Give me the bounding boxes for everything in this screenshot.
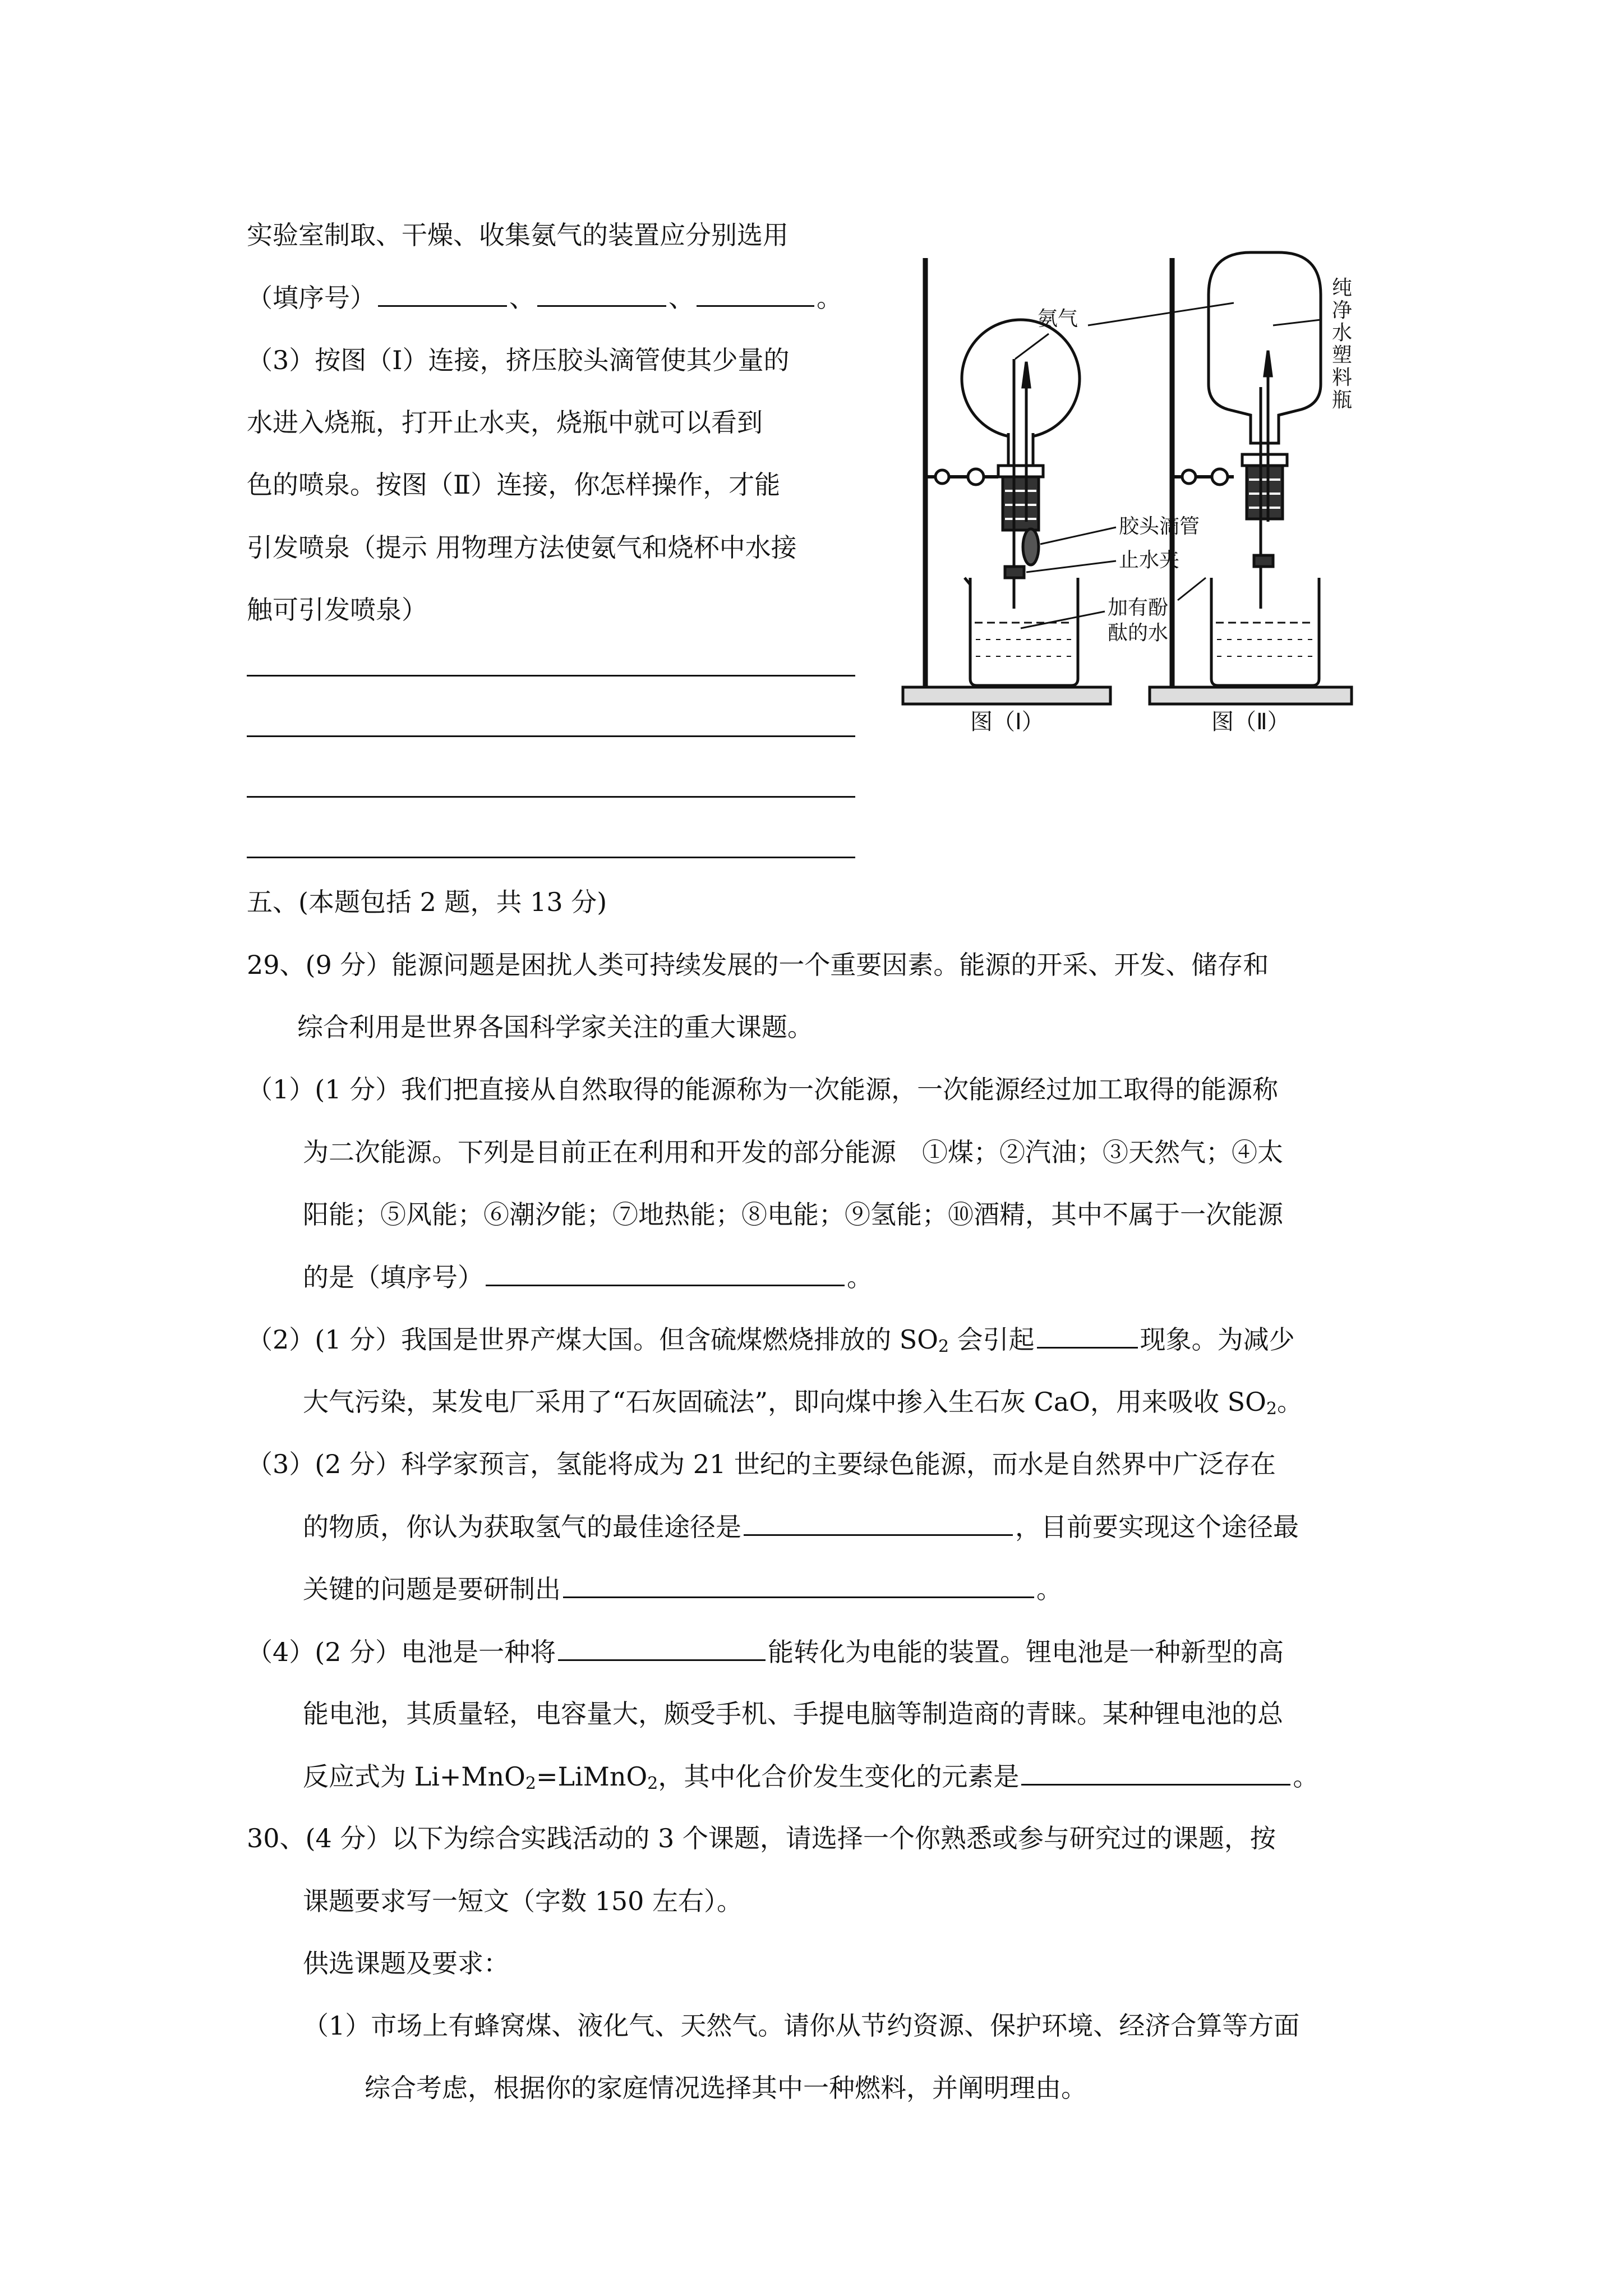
q28-line-3: （3）按图（Ⅰ）连接，挤压胶头滴管使其少量的 [247, 345, 790, 375]
q30-intro-3: 供选课题及要求： [303, 1948, 509, 1978]
label-ammonia: 氨气 [1038, 307, 1078, 330]
answer-blank-collect[interactable] [697, 280, 814, 307]
q28-line-4: 水进入烧瓶，打开止水夹，烧瓶中就可以看到 [247, 407, 763, 438]
q29-p1-line-1: （1）(1 分）我们把直接从自然取得的能源称为一次能源，一次能源经过加工取得的能源称 [247, 1074, 1279, 1105]
q29-p1-line-3: 阳能；⑤风能；⑥潮汐能；⑦地热能；⑧电能；⑨氢能；⑩酒精，其中不属于一次能源 [303, 1199, 1283, 1230]
q29-intro-1: 29、(9 分）能源问题是困扰人类可持续发展的一个重要因素。能源的开采、开发、储存和 [247, 950, 1269, 980]
rubber-stopper-1 [1003, 477, 1039, 530]
q28-line-2 [247, 280, 842, 315]
answer-blank-elements[interactable] [1021, 1759, 1290, 1786]
q29-p1-line-4 [303, 1260, 873, 1294]
q29-p4-text-b: 能转化为电能的装置。锂电池是一种新型的高 [768, 1637, 1284, 1667]
q29-p4-text-c: 反应式为 Li+MnO [303, 1761, 525, 1792]
writing-line-1[interactable] [247, 675, 855, 677]
stand-base-2 [1150, 687, 1352, 704]
q29-p1-prefix: 的是（填序号） [303, 1262, 483, 1292]
writing-line-3[interactable] [247, 796, 855, 798]
q30-intro-2: 课题要求写一短文（字数 150 左右）。 [303, 1886, 743, 1916]
answer-blank-produce[interactable] [378, 280, 507, 307]
fountain-apparatus-figure [886, 241, 1391, 735]
label-water-2: 酞的水 [1108, 622, 1169, 645]
answer-blank-phenomenon[interactable] [1037, 1322, 1138, 1349]
period: 。 [1036, 1574, 1062, 1604]
q29-p3-text-a: 的物质，你认为获取氢气的最佳途径是 [303, 1512, 741, 1542]
pinch-clamp-2 [1254, 555, 1273, 567]
caption-figure-1: 图（Ⅰ） [970, 709, 1044, 735]
q29-p2-text-c: 现象。为减少 [1140, 1324, 1295, 1355]
q30-topic-1-line-1: （1）市场上有蜂窝煤、液化气、天然气。请你从节约资源、保护环境、经济合算等方面 [303, 2010, 1300, 2041]
q29-p4-line-3 [303, 1759, 1318, 1801]
subscript: 2 [647, 1774, 658, 1793]
q29-intro-2: 综合利用是世界各国科学家关注的重大课题。 [297, 1012, 813, 1042]
q29-p3-text-b: ，目前要实现这个途径最 [1015, 1512, 1299, 1542]
q30-intro-1: 30、(4 分）以下为综合实践活动的 3 个课题，请选择一个你熟悉或参与研究过的课题，按 [247, 1823, 1276, 1853]
q29-p2-text-b: 会引起 [949, 1324, 1035, 1355]
q29-p3-line-1: （3）(2 分）科学家预言，氢能将成为 21 世纪的主要绿色能源，而水是自然界中广泛存在 [247, 1449, 1276, 1479]
answer-blank-energy-type[interactable] [558, 1635, 766, 1661]
q29-p4-line-1 [247, 1635, 1284, 1669]
q29-p2-line-1 [247, 1322, 1295, 1364]
answer-blank-non-primary[interactable] [486, 1260, 845, 1286]
separator: 、 [509, 283, 535, 313]
apparatus-2 [1150, 252, 1352, 704]
q28-line-5: 色的喷泉。按图（Ⅱ）连接，你怎样操作，才能 [247, 470, 781, 500]
subscript: 2 [525, 1774, 536, 1793]
q29-p3-line-2 [303, 1510, 1299, 1544]
writing-line-2[interactable] [247, 735, 855, 737]
label-water-1: 加有酚 [1108, 596, 1169, 619]
dropper-bulb-1 [1023, 529, 1039, 565]
answer-blank-dry[interactable] [537, 280, 666, 307]
answer-blank-best-route[interactable] [744, 1510, 1013, 1536]
answer-blank-key-problem[interactable] [563, 1572, 1034, 1598]
q29-p2-text-a: （2）(1 分）我国是世界产煤大国。但含硫煤燃烧排放的 SO [247, 1324, 938, 1355]
q28-line-1: 实验室制取、干燥、收集氨气的装置应分别选用 [247, 220, 789, 250]
period: 。 [847, 1262, 873, 1292]
q29-p3-line-3 [303, 1572, 1062, 1606]
q29-p2-line-2 [303, 1385, 1303, 1426]
label-bottle-6: 瓶 [1332, 389, 1353, 412]
beaker-2 [1211, 578, 1319, 685]
q29-p1-line-2: 为二次能源。下列是目前正在利用和开发的部分能源 ①煤；②汽油；③天然气；④太 [303, 1137, 1283, 1167]
subscript: 2 [938, 1337, 949, 1356]
label-clamp: 止水夹 [1119, 549, 1180, 572]
separator: 、 [668, 283, 694, 313]
q28-fill-prefix: （填序号） [247, 283, 376, 313]
label-bottle-5: 料 [1332, 366, 1353, 389]
label-bottle-3: 水 [1332, 321, 1353, 344]
q28-line-6: 引发喷泉（提示 用物理方法使氨气和烧杯中水接 [247, 532, 797, 563]
period: 。 [1293, 1761, 1319, 1792]
label-bottle-2: 净 [1332, 299, 1353, 322]
q30-topic-1-line-2: 综合考虑，根据你的家庭情况选择其中一种燃料，并阐明理由。 [365, 2073, 1087, 2103]
pinch-clamp-1 [1005, 567, 1024, 578]
q29-p4-text-a: （4）(2 分）电池是一种将 [247, 1637, 556, 1667]
writing-line-4[interactable] [247, 857, 855, 858]
label-dropper: 胶头滴管 [1119, 515, 1200, 538]
period: 。 [817, 283, 842, 313]
stand-base-1 [903, 687, 1110, 704]
q29-p4-line-2: 能电池，其质量轻，电容量大，颇受手机、手提电脑等制造商的青睐。某种锂电池的总 [303, 1699, 1283, 1729]
apparatus-1 [903, 258, 1110, 704]
rubber-stopper-2 [1247, 466, 1283, 519]
label-bottle-1: 纯 [1332, 277, 1353, 300]
q29-p4-text-e: ，其中化合价发生变化的元素是 [658, 1761, 1020, 1792]
label-bottle-4: 塑 [1332, 344, 1353, 367]
round-flask-1 [962, 320, 1080, 438]
beaker-1 [970, 578, 1078, 685]
section-5-title: 五、(本题包括 2 题，共 13 分) [247, 887, 607, 917]
q29-p4-text-d: =LiMnO [536, 1761, 648, 1792]
period: 。 [1276, 1387, 1303, 1417]
q28-line-7: 触可引发喷泉） [247, 595, 427, 625]
q29-p2-text-d: 大气污染，某发电厂采用了“石灰固硫法”，即向煤中掺入生石灰 CaO，用来吸收 SO [303, 1387, 1266, 1417]
q29-p3-text-c: 关键的问题是要研制出 [303, 1574, 561, 1604]
subscript: 2 [1266, 1399, 1277, 1419]
caption-figure-2: 图（Ⅱ） [1211, 709, 1290, 735]
plastic-bottle [1209, 252, 1321, 443]
